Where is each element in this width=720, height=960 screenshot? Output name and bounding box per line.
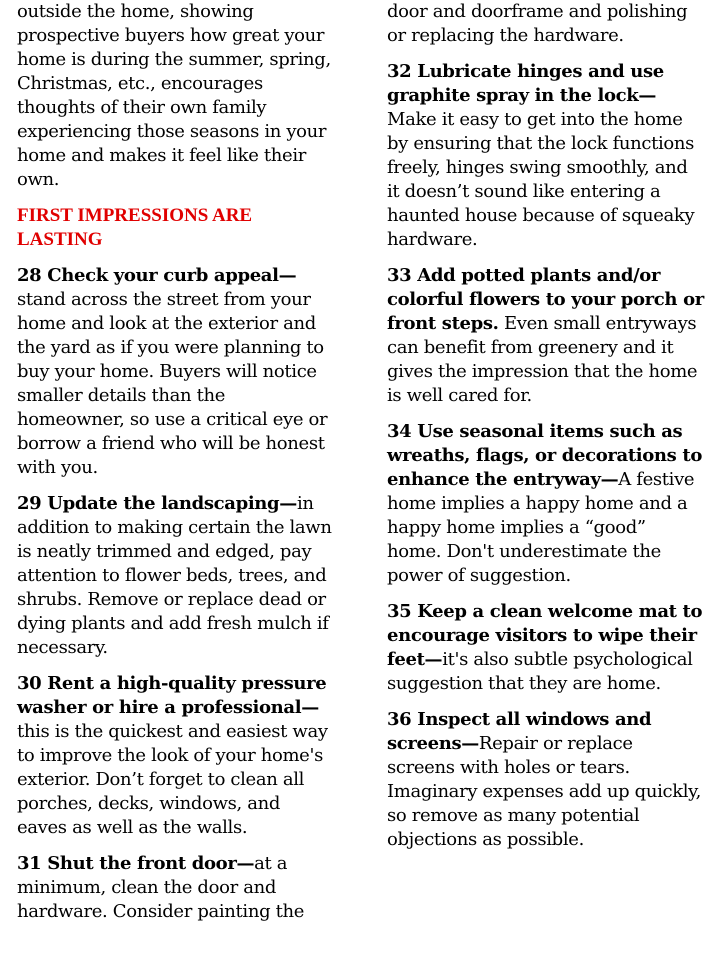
tip-lead: 28 Check your curb appeal— [17,265,297,286]
tip-body: it's also subtle psychological suggestion that they are home. [387,649,693,694]
section-heading: FIRST IMPRESSIONS ARE LASTING [17,205,253,250]
left-column [17,0,335,936]
tip-lead: 31 Shut the front door— [17,853,255,874]
tip-lead: 32 Lubricate hinges and use graphite spray in the lock— [387,61,664,106]
tip-body: stand across the street from your home and look at the exterior and the yard as if you were planning to buy your home. Buyers will notice smaller details than the homeowner, so use a critical eye or borrow a friend who will be honest with you. [17,289,328,478]
tip-30 [17,672,335,840]
tip-36 [387,708,705,852]
right-column [387,0,705,864]
tip-33 [387,264,705,408]
tip-lead: 29 Update the landscaping— [17,493,297,514]
tip-body: at a minimum, clean the door and hardware. Consider painting the [17,853,305,922]
tip-body: Make it easy to get into the home by ensuring that the lock functions freely, hinges swing smoothly, and it doesn’t sound like entering a haunted house because of squeaky hardware. [387,109,695,250]
tip-body: this is the quickest and easiest way to improve the look of your home's exterior. Don’t forget to clean all porches, decks, windows, and eaves as well as the walls. [17,721,328,838]
tip-31 [17,852,335,924]
tip-28 [17,264,335,480]
tip-lead: 34 Use seasonal items such as wreaths, flags, or decorations to enhance the entryway— [387,421,702,490]
tip-body: Repair or replace screens with holes or tears. Imaginary expenses add up quickly, so remove as many potential objections as possible. [387,733,701,850]
tip-29 [17,492,335,660]
tip-body: A festive home implies a happy home and a happy home implies a “good” home. Don't underestimate the power of suggestion. [387,469,695,586]
tip-34 [387,420,705,588]
tip-32 [387,60,705,252]
continuation-paragraph: door and doorframe and polishing or replacing the hardware. [387,1,688,46]
tip-lead: 30 Rent a high-quality pressure washer or hire a professional— [17,673,327,718]
tip-lead: 33 Add potted plants and/or colorful flowers to your porch or front steps. [387,265,704,334]
continuation-paragraph: outside the home, showing prospective buyers how great your home is during the summer, spring, Christmas, etc., encourages thoughts of their own family experiencing those seasons in your home and makes it feel like their own. [17,1,331,190]
tip-lead: 36 Inspect all windows and screens— [387,709,652,754]
tip-body: in addition to making certain the lawn is neatly trimmed and edged, pay attention to flower beds, trees, and shrubs. Remove or replace dead or dying plants and add fresh mulch if necessary. [17,493,332,658]
tip-body: Even small entryways can benefit from greenery and it gives the impression that the home is well cared for. [387,313,698,406]
tip-lead: 35 Keep a clean welcome mat to encourage visitors to wipe their feet— [387,601,703,670]
tip-35 [387,600,705,696]
